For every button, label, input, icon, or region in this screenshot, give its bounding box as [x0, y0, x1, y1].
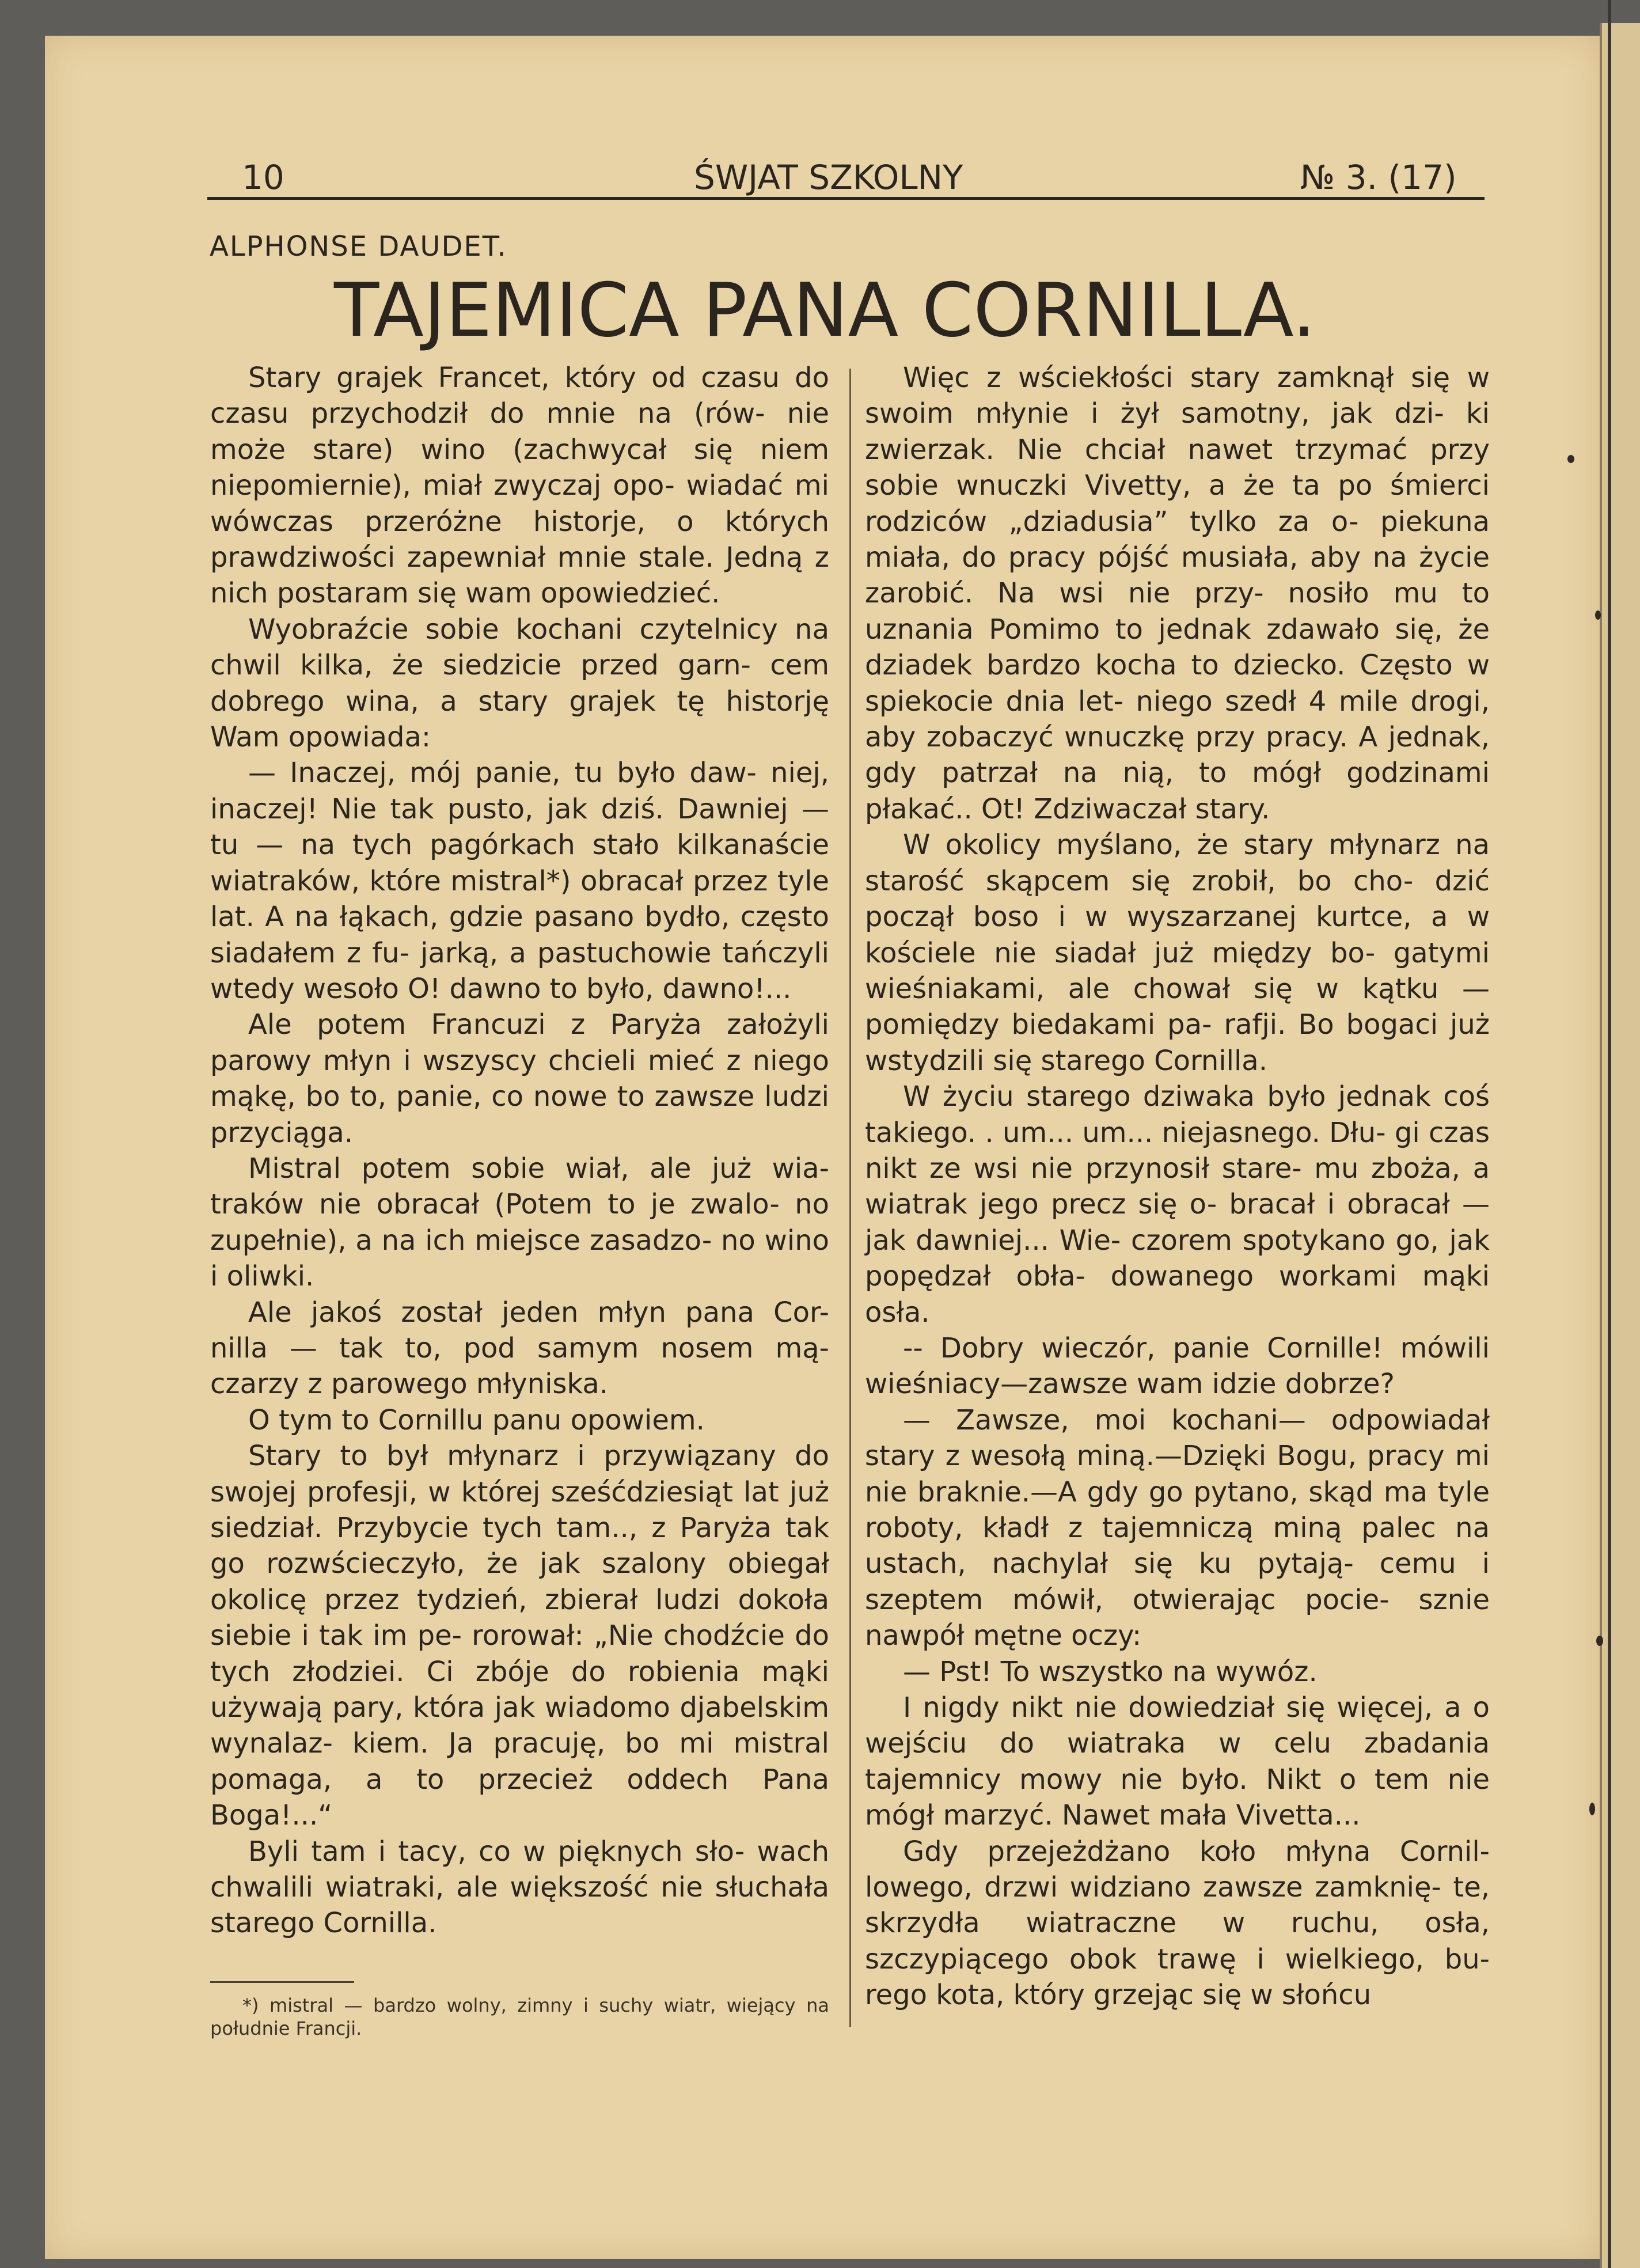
paragraph: I nigdy nikt nie dowiedział się więcej, a o wejściu do wiatraka w celu zbadania tajemnicy mowy nie było. Nikt o tem nie mógł marzyć. Nawet mała Vivetta...: [865, 1691, 1490, 1832]
left-column: [210, 360, 829, 1941]
paragraph: Mistral potem sobie wiał, ale już wia- traków nie obracał (Potem to je zwalo- no zupełnie), a na ich miejsce zasadzo- no wino i oliwki.: [210, 1152, 829, 1293]
paragraph: Ale potem Francuzi z Paryża założyli parowy młyn i wszyscy chcieli mieć z niego mąkę, bo to, panie, co nowe to zawsze ludzi przyciąga.: [210, 1008, 829, 1149]
header-rule: [207, 197, 1485, 200]
right-column: [865, 360, 1490, 2013]
adjacent-page-edge: [1600, 23, 1640, 2268]
paragraph: Stary grajek Francet, który od czasu do czasu przychodził do mnie na (rów- nie może stare) wino (zachwycał się niem niepomiernie), miał zwyczaj opo- wiadać mi wówczas przeróżne historje, o których prawdziwości zapewniał mnie stale. Jedną z nich postaram się wam opowiedzieć.: [210, 362, 829, 610]
paper-speck: [1595, 610, 1601, 620]
paragraph: W życiu starego dziwaka było jednak coś takiego. . um... um... niejasnego. Dłu- gi czas nikt ze wsi nie przynosił stare- mu zboża, a wiatrak jego precz się o- bracał i obracał — jak dawniej... Wie- czorem spotykano go, jak popędzał obła- dowanego workami mąki osła.: [865, 1080, 1490, 1329]
article-author: ALPHONSE DAUDET.: [210, 230, 507, 263]
paragraph: Ale jakoś został jeden młyn pana Cor- nilla — tak to, pod samym nosem mą- czarzy z parowego młyniska.: [210, 1296, 829, 1401]
issue-number: № 3. (17): [1300, 158, 1457, 197]
paragraph: Więc z wściekłości stary zamknął się w swoim młynie i żył samotny, jak dzi- ki zwierzak. Nie chciał nawet trzymać przy sobie wnuczki Vivetty, a że ta po śmierci rodziców „dziadusia” tylko za o- piekuna miała, do pracy pójść musiała, aby na życie zarobić. Na wsi nie przy- nosiło mu to uznania Pomimo to jednak zdawało się, że dziadek bardzo kocha to dziecko. Często w spiekocie dnia let- niego szedł 4 mile drogi, aby zobaczyć wnuczkę przy pracy. A jednak, gdy patrzał na nią, to mógł godzinami płakać.. Ot! Zdziwaczał stary.: [865, 362, 1490, 825]
paper-speck: [1596, 1636, 1603, 1646]
paragraph: W okolicy myślano, że stary młynarz na starość skąpcem się zrobił, bo cho- dzić począł boso i w wyszarzanej kurtce, a w kościele nie siadał już między bo- gatymi wieśniakami, ale chował się w kątku — pomiędzy biedakami pa- rafji. Bo bogaci już wstydzili się starego Cornilla.: [865, 829, 1490, 1077]
paragraph: -- Dobry wieczór, panie Cornille! mówili wieśniacy—zawsze wam idzie dobrze?: [865, 1332, 1490, 1401]
paragraph: — Pst! To wszystko na wywóz.: [903, 1655, 1318, 1688]
page-number: 10: [242, 158, 284, 197]
binding-edge-line: [1608, 0, 1611, 2268]
paper-speck: [1567, 455, 1574, 463]
paragraph: — Inaczej, mój panie, tu było daw- niej, inaczej! Nie tak pusto, jak dziś. Dawniej — tu — na tych pagórkach stało kilkanaście wiatraków, które mistral*) obracał przez tyle lat. A na łąkach, gdzie pasano bydło, często siadałem z fu- jarką, a pastuchowie tańczyli wtedy wesoło O! dawno to było, dawno!...: [210, 757, 829, 1005]
paragraph: O tym to Cornillu panu opowiem.: [248, 1404, 705, 1436]
paragraph: — Zawsze, moi kochani— odpowiadał stary z wesołą miną.—Dzięki Bogu, pracy mi nie braknie.—A gdy go pytano, skąd ma tyle roboty, kładł z tajemniczą miną palec na ustach, nachylał się ku pytają- cemu i szeptem mówił, otwierając pocie- sznie nawpół mętne oczy:: [865, 1404, 1490, 1652]
article-title: TAJEMICA PANA CORNILLA.: [334, 268, 1316, 354]
paragraph: Wyobraźcie sobie kochani czytelnicy na chwil kilka, że siedzicie przed garn- cem dobrego wina, a stary grajek tę historję Wam opowiada:: [210, 613, 829, 754]
paragraph: Byli tam i tacy, co w pięknych sło- wach chwalili wiatraki, ale większość nie słuchała starego Cornilla.: [210, 1835, 829, 1940]
paragraph: Stary to był młynarz i przywiązany do swojej profesji, w której sześćdziesiąt lat już siedział. Przybycie tych tam.., z Paryża tak go rozwścieczyło, że jak szalony obiegał okolicę przez tydzień, zbierał ludzi dokoła siebie i tak im pe- rorował: „Nie chodźcie do tych złodziei. Ci zbóje do robienia mąki używają pary, która jak wiadomo djabelskim wynalaz- kiem. Ja pracuję, bo mi mistral pomaga, a to przecież oddech Pana Boga!...“: [210, 1440, 829, 1832]
column-divider: [849, 369, 851, 2027]
journal-title: ŚWJAT SZKOLNY: [694, 158, 963, 197]
footnote: *) mistral — bardzo wolny, zimny i suchy wiatr, wiejący na południe Francji.: [210, 1994, 829, 2039]
paragraph: Gdy przejeżdżano koło młyna Cornil- lowego, drzwi widziano zawsze zamknię- te, skrzydła wiatraczne w ruchu, osła, szczypiącego obok trawę i wielkiego, bu- rego kota, który grzejąc się w słońcu: [865, 1835, 1490, 2012]
paper-speck: [1589, 1803, 1595, 1815]
footnote-rule: [210, 1981, 354, 1983]
